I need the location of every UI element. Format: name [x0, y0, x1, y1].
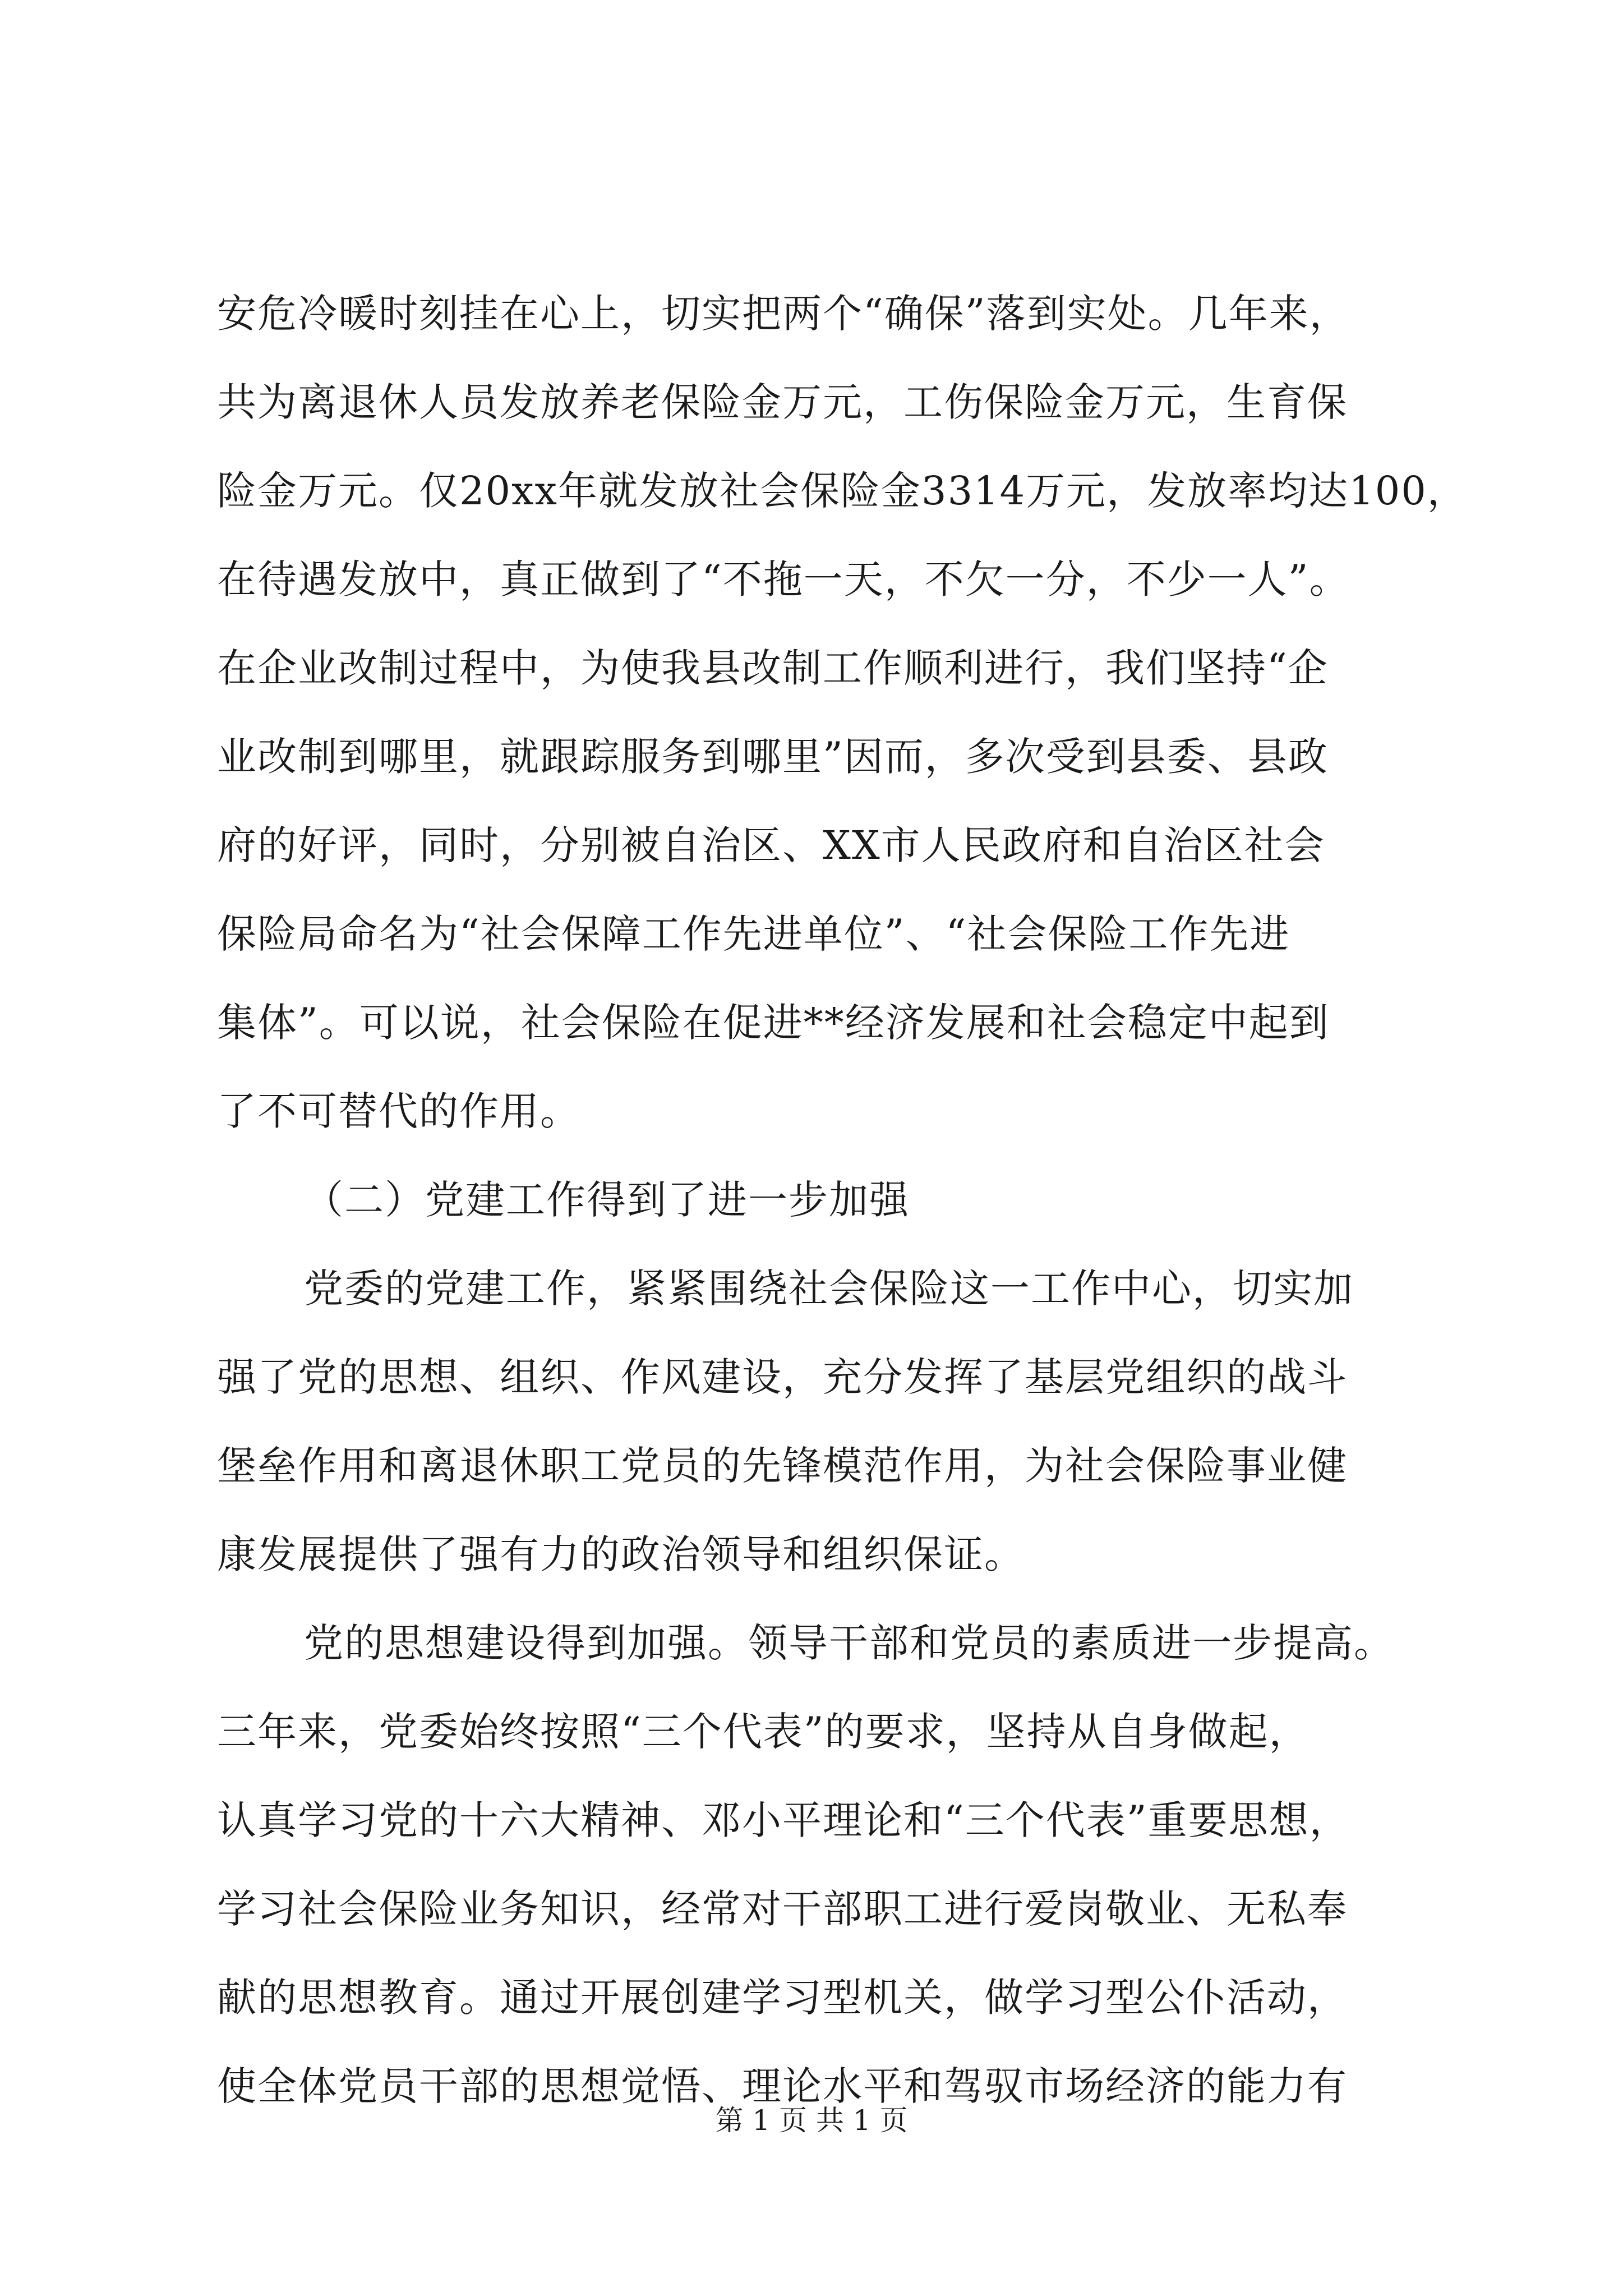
paragraph-first-line: 党委的党建工作，紧紧围绕社会保险这一工作中心，切实加	[304, 1266, 1354, 1312]
document-body	[217, 269, 1468, 2131]
text-line: 业改制到哪里，就跟踪服务到哪里”因而，多次受到县委、县政	[217, 734, 1329, 780]
text-line: 保险局命名为“社会保障工作先进单位”、“社会保险工作先进	[217, 911, 1290, 957]
text-line: 集体”。可以说，社会保险在促进**经济发展和社会稳定中起到	[217, 1000, 1330, 1046]
page-footer	[0, 2098, 1623, 2143]
text-line: 了不可替代的作用。	[217, 1088, 580, 1134]
text-line: 府的好评，同时，分别被自治区、XX市人民政府和自治区社会	[217, 822, 1325, 868]
text-line: 三年来，党委始终按照“三个代表”的要求，坚持从自身做起，	[217, 1709, 1310, 1755]
text-line: 使全体党员干部的思想觉悟、理论水平和驾驭市场经济的能力有	[217, 2063, 1348, 2109]
page-number-label: 第 1 页 共 1 页	[715, 2104, 908, 2137]
text-line: 献的思想教育。通过开展创建学习型机关，做学习型公仆活动，	[217, 1975, 1348, 2021]
text-line: 共为离退休人员发放养老保险金万元，工伤保险金万元，生育保	[217, 379, 1348, 425]
text-line: 认真学习党的十六大精神、邓小平理论和“三个代表”重要思想，	[217, 1797, 1350, 1843]
text-line: 在待遇发放中，真正做到了“不拖一天，不欠一分，不少一人”。	[217, 556, 1350, 602]
paragraph-first-line: 党的思想建设得到加强。领导干部和党员的素质进一步提高。	[304, 1620, 1394, 1666]
text-line: 学习社会保险业务知识，经常对干部职工进行爱岗敬业、无私奉	[217, 1886, 1348, 1932]
text-line: 安危冷暖时刻挂在心上，切实把两个“确保”落到实处。几年来，	[217, 291, 1350, 337]
section-heading: （二）党建工作得到了进一步加强	[304, 1177, 910, 1223]
text-line: 康发展提供了强有力的政治领导和组织保证。	[217, 1531, 1025, 1577]
text-line: 险金万元。仅20xx年就发放社会保险金3314万元，发放率均达100，	[217, 468, 1468, 514]
text-line: 在企业改制过程中，为使我县改制工作顺利进行，我们坚持“企	[217, 645, 1329, 691]
text-line: 强了党的思想、组织、作风建设，充分发挥了基层党组织的战斗	[217, 1354, 1348, 1400]
text-line: 堡垒作用和离退休职工党员的先锋模范作用，为社会保险事业健	[217, 1443, 1348, 1489]
